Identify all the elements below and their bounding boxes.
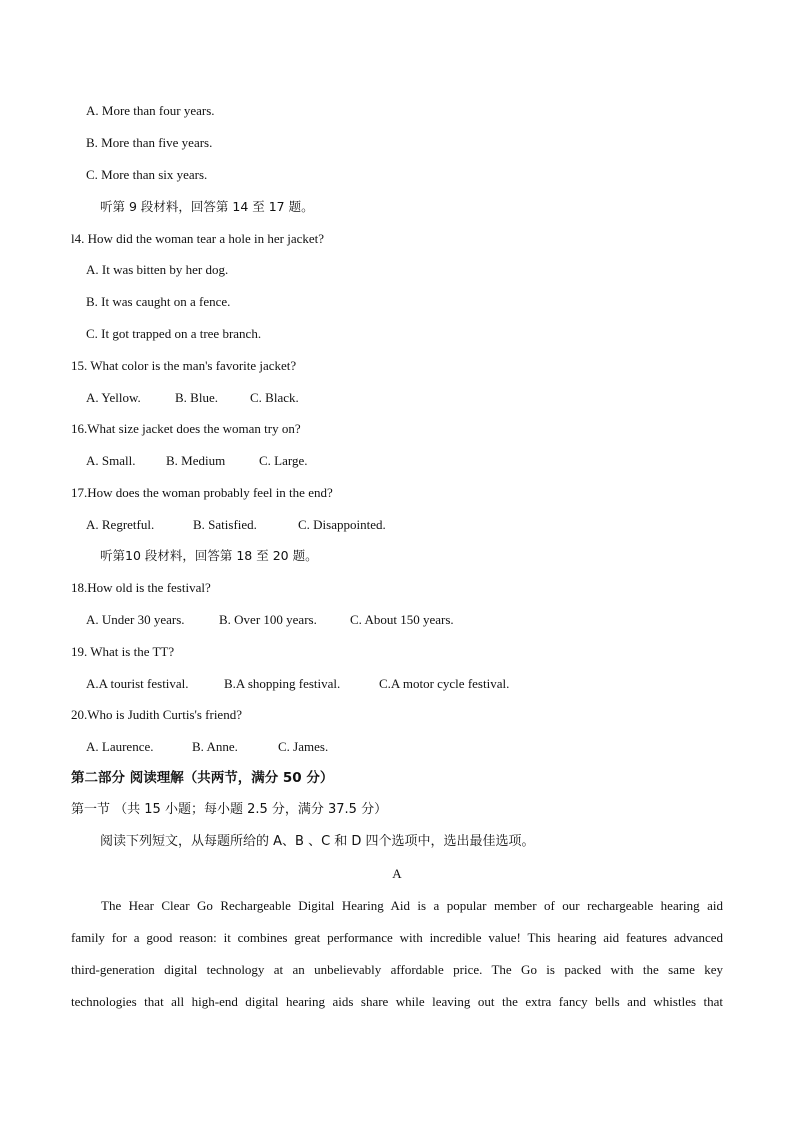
q13-option-c: C. More than six years.: [86, 167, 208, 182]
question-14: l4. How did the woman tear a hole in her jacket?: [71, 231, 325, 246]
passage-line: The Hear Clear Go Rechargeable Digital Hearing Aid is a popular member of our rechargeable hearing aid: [101, 898, 723, 913]
part2-heading: 第二部分 阅读理解（共两节，满分 50 分）: [71, 770, 334, 786]
q20-option-c: C. James.: [278, 739, 329, 754]
q14-option-a: A. It was bitten by her dog.: [86, 262, 229, 277]
q13-option-a: A. More than four years.: [86, 103, 215, 118]
q19-option-c: C.A motor cycle festival.: [379, 676, 510, 691]
q15-option-a: A. Yellow.: [86, 390, 141, 405]
q19-options: [86, 676, 509, 692]
question-19: 19. What is the TT?: [71, 644, 175, 659]
passage-line: technologies that all high-end digital hearing aids share while leaving out the extra fancy bells and whistles that: [71, 994, 723, 1009]
q18-option-b: B. Over 100 years.: [219, 612, 317, 627]
q20-options: [86, 739, 328, 755]
question-18: 18.How old is the festival?: [71, 580, 211, 595]
question-17: 17.How does the woman probably feel in the end?: [71, 485, 333, 500]
section1-heading: 第一节 （共 15 小题；每小题 2.5 分，满分 37.5 分）: [71, 802, 388, 817]
question-16: 16.What size jacket does the woman try on?: [71, 421, 301, 436]
q19-option-a: A.A tourist festival.: [86, 676, 189, 691]
q19-option-b: B.A shopping festival.: [224, 676, 341, 691]
question-15: 15. What color is the man's favorite jacket?: [71, 358, 297, 373]
q17-option-a: A. Regretful.: [86, 517, 155, 532]
q17-option-b: B. Satisfied.: [193, 517, 257, 532]
q20-option-a: A. Laurence.: [86, 739, 154, 754]
q15-option-b: B. Blue.: [175, 390, 218, 405]
reading-instruction: 阅读下列短文，从每题所给的 A、B 、C 和 D 四个选项中，选出最佳选项。: [100, 834, 535, 849]
q13-option-b: B. More than five years.: [86, 135, 213, 150]
passage-label: A: [392, 866, 402, 881]
q20-option-b: B. Anne.: [192, 739, 238, 754]
q16-option-a: A. Small.: [86, 453, 136, 468]
q15-option-c: C. Black.: [250, 390, 299, 405]
passage-line: family for a good reason: it combines great performance with incredible value! This hearing aid features advanced: [71, 930, 723, 945]
q16-option-c: C. Large.: [259, 453, 308, 468]
instruction-section-9: 听第 9 段材料，回答第 14 至 17 题。: [100, 199, 314, 214]
q18-option-a: A. Under 30 years.: [86, 612, 185, 627]
q15-options: [86, 390, 299, 406]
q17-options: [86, 517, 386, 533]
q16-option-b: B. Medium: [166, 453, 226, 468]
q18-option-c: C. About 150 years.: [350, 612, 454, 627]
q17-option-c: C. Disappointed.: [298, 517, 386, 532]
q14-option-b: B. It was caught on a fence.: [86, 294, 231, 309]
q18-options: [86, 612, 454, 628]
q14-option-c: C. It got trapped on a tree branch.: [86, 326, 262, 341]
passage-line: third-generation digital technology at an unbelievably affordable price. The Go is packed with the same key: [71, 962, 723, 977]
instruction-section-10: 听第10 段材料，回答第 18 至 20 题。: [100, 548, 318, 563]
passage-a: [71, 890, 723, 1018]
question-20: 20.Who is Judith Curtis's friend?: [71, 707, 242, 722]
q16-options: [86, 453, 308, 469]
